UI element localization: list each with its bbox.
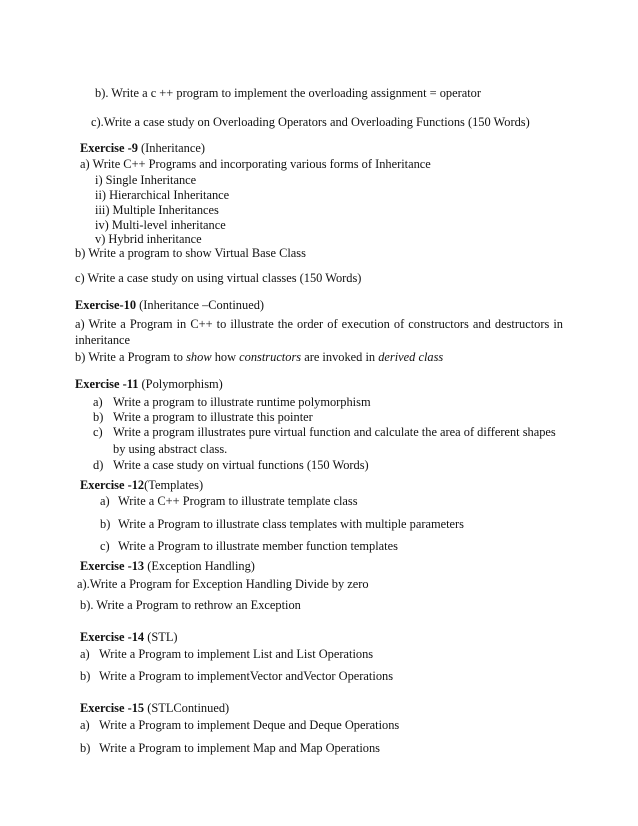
ex15-title: Exercise -15	[80, 701, 145, 715]
ex13-title: Exercise -13	[80, 559, 145, 573]
ex13-heading	[80, 559, 255, 574]
ex8-item-c: c).Write a case study on Overloading Operators and Overloading Functions (150 Words)	[91, 115, 530, 129]
ex9-sub-item: iii) Multiple Inheritances	[95, 203, 219, 217]
ex13-topic: (Exception Handling)	[147, 559, 255, 573]
ex11-item-text: Write a program to illustrate runtime polymorphism	[113, 395, 371, 409]
ex14-heading	[80, 630, 178, 645]
ex15-topic: (STLContinued)	[147, 701, 230, 715]
ex10-b-text: are invoked in	[301, 350, 379, 364]
ex9-sub-item: iv) Multi-level inheritance	[95, 218, 226, 232]
ex11-topic: (Polymorphism)	[141, 377, 223, 391]
ex15-item-text: Write a Program to implement Deque and Deque Operations	[99, 718, 400, 732]
ex14-item-text: Write a Program to implement List and List Operations	[99, 647, 374, 661]
ex9-heading	[80, 141, 205, 156]
ex11-item-marker: d)	[93, 458, 104, 472]
ex15-item-marker: a)	[80, 718, 90, 732]
ex9-item-a: a) Write C++ Programs and incorporating various forms of Inheritance	[80, 157, 431, 171]
ex9-item-c: c) Write a case study on using virtual classes (150 Words)	[75, 271, 362, 285]
ex10-b-text: how	[211, 350, 240, 364]
ex10-item-b	[75, 350, 443, 365]
ex11-item-marker: b)	[93, 410, 104, 424]
ex14-item-text: Write a Program to implementVector andVector Operations	[99, 669, 394, 683]
ex9-topic: (Inheritance)	[141, 141, 206, 155]
ex12-item-text: Write a Program to illustrate class templates with multiple parameters	[118, 517, 464, 531]
ex14-topic: (STL)	[147, 630, 178, 644]
ex10-topic: (Inheritance –Continued)	[139, 298, 265, 312]
ex11-item-text: by using abstract class.	[113, 442, 228, 456]
ex11-item-text: Write a program to illustrate this pointer	[113, 410, 313, 424]
ex12-item-marker: a)	[100, 494, 110, 508]
ex14-item-marker: b)	[80, 669, 91, 683]
ex9-sub-item: v) Hybrid inheritance	[95, 232, 202, 246]
ex10-title: Exercise-10	[75, 298, 137, 312]
ex15-item-marker: b)	[80, 741, 91, 755]
ex12-topic: (Templates)	[144, 478, 204, 492]
ex10-heading	[75, 298, 264, 313]
ex10-item-a-line1: a) Write a Program in C++ to illustrate the order of execution of constructors and destructors in	[75, 317, 563, 331]
ex11-item-marker: c)	[93, 425, 103, 439]
ex9-title: Exercise -9	[80, 141, 138, 155]
ex15-heading	[80, 701, 229, 716]
ex14-item-marker: a)	[80, 647, 90, 661]
ex13-item-b: b). Write a Program to rethrow an Exception	[80, 598, 301, 612]
ex12-heading	[80, 478, 203, 493]
ex11-title: Exercise -11	[75, 377, 139, 391]
ex10-b-text: b) Write a Program to	[75, 350, 187, 364]
ex12-item-text: Write a Program to illustrate member function templates	[118, 539, 398, 553]
ex15-item-text: Write a Program to implement Map and Map Operations	[99, 741, 380, 755]
ex12-title: Exercise -12	[80, 478, 145, 492]
ex9-sub-item: i) Single Inheritance	[95, 173, 197, 187]
ex10-item-a-line2: inheritance	[75, 333, 131, 347]
ex8-item-b: b). Write a c ++ program to implement the overloading assignment = operator	[95, 86, 481, 100]
ex10-b-show: show	[186, 350, 212, 364]
ex14-title: Exercise -14	[80, 630, 145, 644]
ex9-sub-item: ii) Hierarchical Inheritance	[95, 188, 230, 202]
ex12-item-text: Write a C++ Program to illustrate template class	[118, 494, 358, 508]
ex11-heading	[75, 377, 223, 392]
ex9-item-b: b) Write a program to show Virtual Base Class	[75, 246, 306, 260]
ex11-item-text: Write a program illustrates pure virtual function and calculate the area of different shapes	[113, 425, 556, 439]
ex10-b-constructors: constructors	[239, 350, 302, 364]
ex11-item-text: Write a case study on virtual functions (150 Words)	[113, 458, 369, 472]
ex12-item-marker: b)	[100, 517, 111, 531]
ex10-b-derived-class: derived class	[378, 350, 444, 364]
ex13-item-a: a).Write a Program for Exception Handling Divide by zero	[77, 577, 369, 591]
ex11-item-marker: a)	[93, 395, 103, 409]
ex12-item-marker: c)	[100, 539, 110, 553]
